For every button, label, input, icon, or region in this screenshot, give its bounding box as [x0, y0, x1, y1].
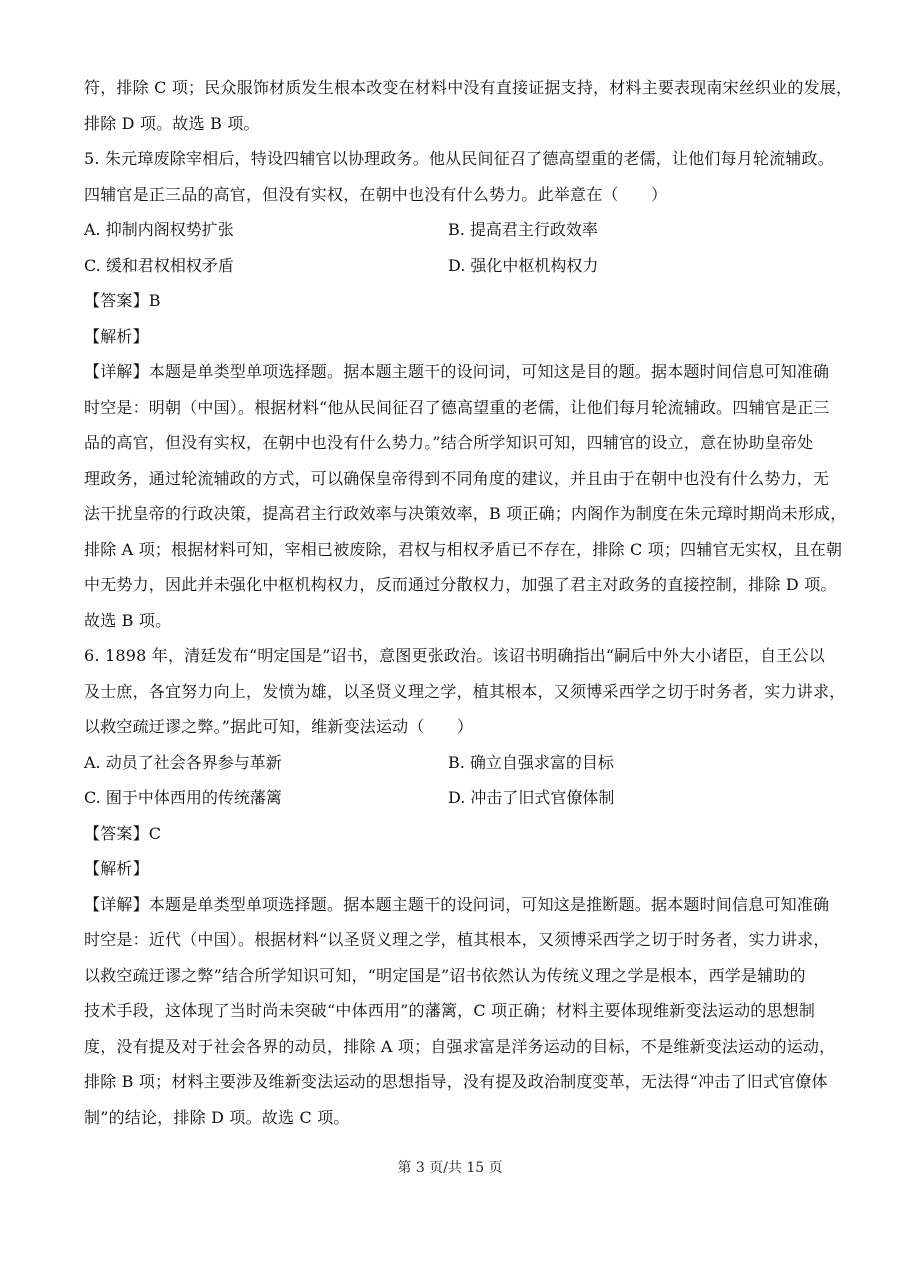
- question-stem: 四辅官是正三品的高官，但没有实权，在朝中也没有什么势力。此举意在（ ）: [84, 184, 668, 204]
- options-row: [84, 248, 808, 284]
- detail-line: 品的高官，但没有实权，在朝中也没有什么势力。”结合所学知识可知，四辅官的设立，意在协助皇帝处: [84, 433, 814, 452]
- detail-line: 【详解】本题是单类型单项选择题。据本题主题干的设问词，可知这是目的题。据本题时间信息可知准确: [84, 362, 830, 381]
- analysis-label: 【解析】: [84, 326, 149, 346]
- detail-line: 故选 B 项。: [84, 610, 172, 630]
- text-line: 排除 D 项。故选 B 项。: [84, 113, 260, 133]
- option-a: A. 抑制内阁权势扩张: [84, 220, 234, 239]
- option-d: D. 强化中枢机构权力: [448, 255, 599, 275]
- option-b: B. 提高君主行政效率: [448, 220, 598, 239]
- detail-line: 理政务，通过轮流辅政的方式，可以确保皇帝得到不同角度的建议，并且由于在朝中也没有什么势力，无: [84, 468, 830, 488]
- detail-line: 度，没有提及对于社会各界的动员，排除 A 项；自强求富是洋务运动的目标，不是维新变法运动的运动，: [84, 1036, 836, 1056]
- option-d: D. 冲击了旧式官僚体制: [448, 788, 615, 807]
- detail-line: 中无势力，因此并未强化中枢机构权力，反而通过分散权力，加强了君主对政务的直接控制，排除 D 项。: [84, 575, 837, 594]
- document-body: [84, 70, 853, 1135]
- answer-line: 【答案】B: [84, 291, 161, 310]
- detail-line: 技术手段，这体现了当时尚未突破“中体西用”的藩篱，C 项正确；材料主要体现维新变法运动的思想制: [84, 1001, 816, 1020]
- text-line: 符，排除 C 项；民众服饰材质发生根本改变在材料中没有直接证据支持，材料主要表现南宋丝织业的发展，: [84, 78, 853, 97]
- option-a: A. 动员了社会各界参与革新: [84, 752, 282, 772]
- detail-line: 排除 B 项；材料主要涉及维新变法运动的思想指导，没有提及政治制度变革，无法得“冲击了旧式官僚体: [84, 1072, 828, 1091]
- options-row: [84, 212, 808, 248]
- question-5: [84, 141, 847, 638]
- detail-line: 制”的结论，排除 D 项。故选 C 项。: [84, 1107, 350, 1127]
- detail-line: 排除 A 项；根据材料可知，宰相已被废除，君权与相权矛盾已不存在，排除 C 项；四辅官无实权，且在朝: [84, 539, 843, 559]
- question-stem: 6. 1898 年，清廷发布“明定国是”诏书，意图更张政治。该诏书明确指出“嗣后中外大小诸臣，自王公以: [84, 646, 825, 665]
- page-footer: [0, 1157, 900, 1177]
- detail-line: 时空是：明朝（中国）。根据材料“他从民间征召了德高望重的老儒，让他们每月轮流辅政。四辅官是正三: [84, 397, 830, 417]
- options-row: [84, 780, 808, 816]
- question-stem: 5. 朱元璋废除宰相后，特设四辅官以协理政务。他从民间征召了德高望重的老儒，让他们每月轮流辅政。: [84, 149, 834, 168]
- question-6: [84, 638, 846, 1135]
- question-stem: 及士庶，各宜努力向上，发愤为雄，以圣贤义理之学，植其根本，又须博采西学之切于时务者，实力讲求，: [84, 681, 846, 701]
- option-c: C. 囿于中体西用的传统藩篱: [84, 788, 282, 807]
- answer-line: 【答案】C: [84, 823, 162, 843]
- page-number: 第 3 页/共 15 页: [397, 1160, 503, 1176]
- question-stem: 以救空疏迂谬之弊。”据此可知，维新变法运动（ ）: [84, 717, 474, 736]
- detail-line: 法干扰皇帝的行政决策，提高君主行政效率与决策效率，B 项正确；内阁作为制度在朱元璋时期尚未形成，: [84, 504, 847, 523]
- analysis-label: 【解析】: [84, 859, 149, 878]
- detail-line: 时空是：近代（中国）。根据材料“以圣贤义理之学，植其根本，又须博采西学之切于时务者，实力讲求，: [84, 930, 830, 949]
- previous-explanation: [84, 70, 853, 141]
- detail-line: 以救空疏迂谬之弊”结合所学知识可知，“明定国是”诏书依然认为传统义理之学是根本，西学是辅助的: [84, 965, 806, 985]
- options-row: [84, 745, 808, 781]
- option-c: C. 缓和君权相权矛盾: [84, 255, 234, 275]
- option-b: B. 确立自强求富的目标: [448, 752, 614, 772]
- detail-line: 【详解】本题是单类型单项选择题。据本题主题干的设问词，可知这是推断题。据本题时间信息可知准确: [84, 894, 830, 914]
